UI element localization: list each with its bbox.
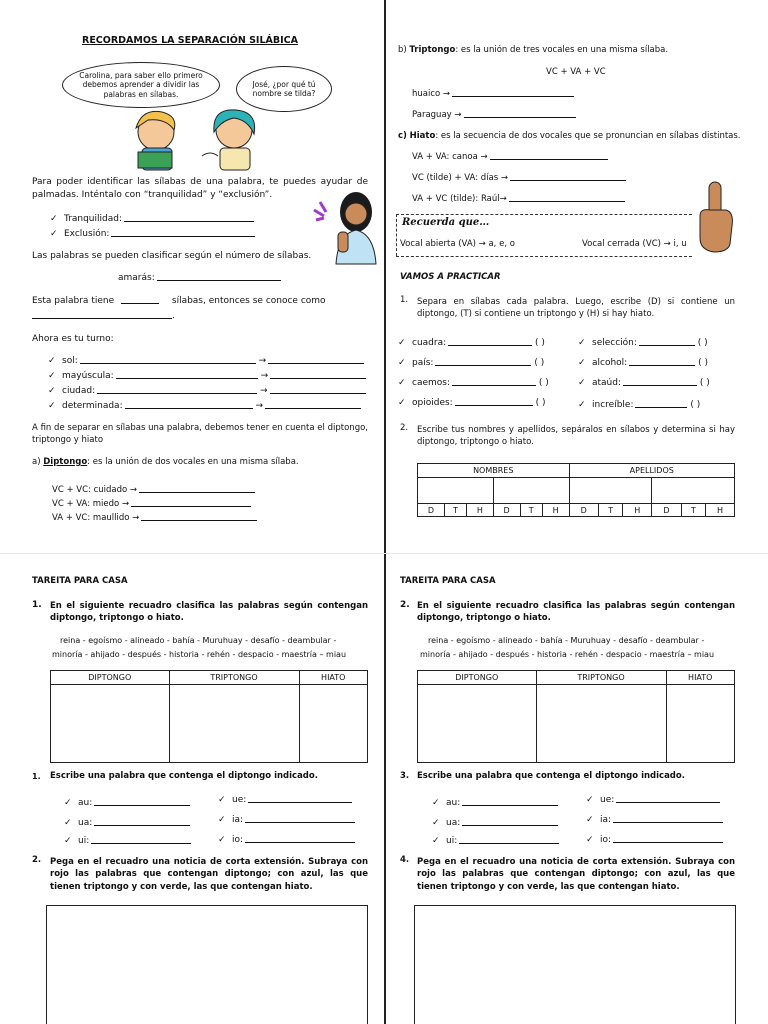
dth-cell: H <box>467 504 493 517</box>
surname-cell[interactable] <box>652 478 735 504</box>
tareita-title-right: TAREITA PARA CASA <box>400 576 496 586</box>
speech-bubble-left-text: Carolina, para saber ello primero debemos aprender a dividir las palabras en sílabas. <box>79 70 203 99</box>
words-line-1-left: reina - egoísmo - alineado - bahía - Muruhuay - desafío - deambular - <box>60 636 337 645</box>
diptongo-definition: a) Diptongo: es la unión de dos vocales en una misma sílaba. <box>32 457 299 467</box>
t-q3-num-right: 4. <box>400 855 410 865</box>
triptongo-definition: b) Triptongo: es la unión de tres vocales en una misma sílaba. <box>398 45 669 55</box>
turno-item: ✓ ciudad: → <box>48 386 366 396</box>
q1-text: Separa en sílabas cada palabra. Luego, escribe (D) si contiene un diptongo, (T) si contiene un triptongo y (H) si hay hiato. <box>417 297 735 320</box>
dip-write-item: ✓ ua: <box>64 818 190 828</box>
dip-write-item: ✓ ue: <box>218 795 352 805</box>
tareita-title-left: TAREITA PARA CASA <box>32 576 128 586</box>
hiato-item: VA + VA: canoa → <box>412 153 608 163</box>
header-triptongo: TRIPTONGO <box>169 671 299 685</box>
t-q3-text-right: Pega en el recuadro una noticia de corta extensión. Subraya con rojo las palabras que contengan diptongo; con azul, las que tienen triptongo y con verde, las que contengan hiato. <box>417 857 735 892</box>
fin-text: A fin de separar en sílabas una palabra, debemos tener en cuenta el diptongo, triptongo y hiato <box>32 423 368 446</box>
diptongo-cell[interactable] <box>418 685 537 763</box>
teacher-illustration <box>310 188 382 268</box>
header-diptongo: DIPTONGO <box>418 671 537 685</box>
turno-item: ✓ determinada: → <box>48 401 361 411</box>
hiato-cell[interactable] <box>666 685 734 763</box>
recuerda-border-bottom <box>396 256 692 257</box>
dip-write-item: ✓ ia: <box>218 815 355 825</box>
practice-item: ✓ opioides: ( ) <box>398 398 546 408</box>
practice-item: ✓ país: ( ) <box>398 358 545 368</box>
dth-cell: D <box>493 504 520 517</box>
t-q3-text-left: Pega en el recuadro una noticia de corta extensión. Subraya con rojo las palabras que contengan diptongo; con azul, las que tienen triptongo y con verde, las que contengan hiato. <box>50 857 368 892</box>
dth-cell: H <box>705 504 734 517</box>
words-line-2-right: minoría - ahijado - después - historia - rehén - despacio - maestría – miau <box>420 650 715 659</box>
syllable-type-blank: . <box>32 311 175 321</box>
names-header: NOMBRES <box>418 464 570 478</box>
dip-write-item: ✓ au: <box>432 798 558 808</box>
recuerda-title: Recuerda que… <box>402 217 490 228</box>
dip-write-item: ✓ io: <box>586 835 723 845</box>
dth-cell: H <box>623 504 652 517</box>
dth-cell: D <box>652 504 682 517</box>
q2-num: 2. <box>400 423 409 433</box>
q2-text: Escribe tus nombres y apellidos, sepáralos en sílabos y determina si hay diptongo, triptongo o hiato. <box>417 425 735 448</box>
trip-item: Paraguay → <box>412 111 576 121</box>
practice-item: ✓ alcohol: ( ) <box>578 358 708 368</box>
hiato-item: VC (tilde) + VA: días → <box>412 174 626 184</box>
dth-cell: T <box>445 504 467 517</box>
recuerda-border-left <box>396 214 397 256</box>
turno-item: ✓ mayúscula: → <box>48 371 366 381</box>
diptongo-cell[interactable] <box>51 685 170 763</box>
page-divider-vertical <box>384 0 386 1024</box>
t-q2-num-left: 1. <box>32 772 41 781</box>
amaras-line: amarás: <box>118 273 281 283</box>
classification-table-left <box>50 670 368 763</box>
t-q1-text-left: En el siguiente recuadro clasifica las palabras según contengan diptongo, triptongo o hiato. <box>50 601 368 624</box>
dth-cell: H <box>542 504 569 517</box>
q1-num: 1. <box>400 295 409 305</box>
triptongo-cell[interactable] <box>169 685 299 763</box>
trip-item: huaico → <box>412 90 574 100</box>
intro-item-1: ✓ Tranquilidad: <box>50 214 254 224</box>
news-box-right[interactable] <box>414 905 736 1024</box>
syllable-count-sentence: Esta palabra tiene sílabas, entonces se conoce como <box>32 296 326 306</box>
triptongo-cell[interactable] <box>536 685 666 763</box>
header-hiato: HIATO <box>666 671 734 685</box>
dth-cell: T <box>520 504 542 517</box>
words-line-1-right: reina - egoísmo - alineado - bahía - Muruhuay - desafío - deambular - <box>428 636 705 645</box>
dip-write-item: ✓ au: <box>64 798 190 808</box>
triptongo-formula: VC + VA + VC <box>546 67 606 77</box>
turno-item: ✓ sol: → <box>48 356 364 366</box>
name-cell[interactable] <box>418 478 494 504</box>
surname-cell[interactable] <box>569 478 652 504</box>
header-triptongo: TRIPTONGO <box>536 671 666 685</box>
t-q1-text-right: En el siguiente recuadro clasifica las palabras según contengan diptongo, triptongo o hiato. <box>417 601 735 624</box>
check-icon: ✓ <box>50 214 58 224</box>
recuerda-border-top <box>396 214 692 215</box>
intro-item-2: ✓ Exclusión: <box>50 229 255 239</box>
kids-reading-illustration <box>118 104 278 174</box>
vocal-cerrada: Vocal cerrada (VC) → i, u <box>582 239 687 249</box>
dip-write-item: ✓ ui: <box>64 836 191 846</box>
dip-item: VA + VC: maullido → <box>52 514 257 524</box>
speech-bubble-right-text: José, ¿por qué tú nombre se tilda? <box>252 79 316 98</box>
hiato-item: VA + VC (tilde): Raúl→ <box>412 195 625 205</box>
classify-text: Las palabras se pueden clasificar según el número de sílabas. <box>32 251 312 261</box>
name-cell[interactable] <box>493 478 569 504</box>
practice-item: ✓ increíble: ( ) <box>578 400 701 410</box>
names-table <box>417 463 735 517</box>
intro-text: Para poder identificar las sílabas de una palabra, te puedes ayudar de palmadas. Inténtalo con “tranquilidad” y “exclusión”. <box>32 177 368 201</box>
speech-bubble-left <box>62 62 220 108</box>
words-line-2-left: minoría - ahijado - después - historia - rehén - despacio - maestría – miau <box>52 650 347 659</box>
classification-table-right <box>417 670 735 763</box>
practice-item: ✓ ataúd: ( ) <box>578 378 710 388</box>
dth-cell: D <box>418 504 445 517</box>
t-q2-num-right: 3. <box>400 771 410 781</box>
practice-item: ✓ selección: ( ) <box>578 338 708 348</box>
header-hiato: HIATO <box>299 671 367 685</box>
dip-write-item: ✓ ua: <box>432 818 558 828</box>
hiato-cell[interactable] <box>299 685 367 763</box>
t-q2-text-right: Escribe una palabra que contenga el diptongo indicado. <box>417 771 685 781</box>
vocal-abierta: Vocal abierta (VA) → a, e, o <box>400 239 515 249</box>
pointing-finger-icon <box>694 180 736 256</box>
t-q1-num-left: 1. <box>32 600 42 610</box>
t-q2-text-left: Escribe una palabra que contenga el diptongo indicado. <box>50 771 318 781</box>
dth-cell: D <box>569 504 599 517</box>
turno-text: Ahora es tu turno: <box>32 334 114 344</box>
dip-write-item: ✓ ue: <box>586 795 720 805</box>
practice-item: ✓ caemos: ( ) <box>398 378 549 388</box>
dip-write-item: ✓ ui: <box>432 836 559 846</box>
check-icon: ✓ <box>50 229 58 239</box>
news-box-left[interactable] <box>46 905 368 1024</box>
apellidos-header: APELLIDOS <box>569 464 735 478</box>
page-divider-horizontal <box>0 553 768 554</box>
dip-write-item: ✓ ia: <box>586 815 723 825</box>
hiato-definition: c) Hiato: es la secuencia de dos vocales que se pronuncian en sílabas distintas. <box>398 131 741 141</box>
dth-cell: T <box>681 504 705 517</box>
dip-item: VC + VA: miedo → <box>52 500 251 510</box>
practice-item: ✓ cuadra: ( ) <box>398 338 545 348</box>
dip-write-item: ✓ io: <box>218 835 355 845</box>
dip-item: VC + VC: cuidado → <box>52 486 255 496</box>
vamos-title: VAMOS A PRACTICAR <box>400 272 501 282</box>
t-q3-num-left: 2. <box>32 855 42 865</box>
page-title: RECORDAMOS LA SEPARACIÓN SILÁBICA <box>82 35 298 46</box>
dth-cell: T <box>599 504 623 517</box>
t-q1-num-right: 2. <box>400 600 410 610</box>
header-diptongo: DIPTONGO <box>51 671 170 685</box>
